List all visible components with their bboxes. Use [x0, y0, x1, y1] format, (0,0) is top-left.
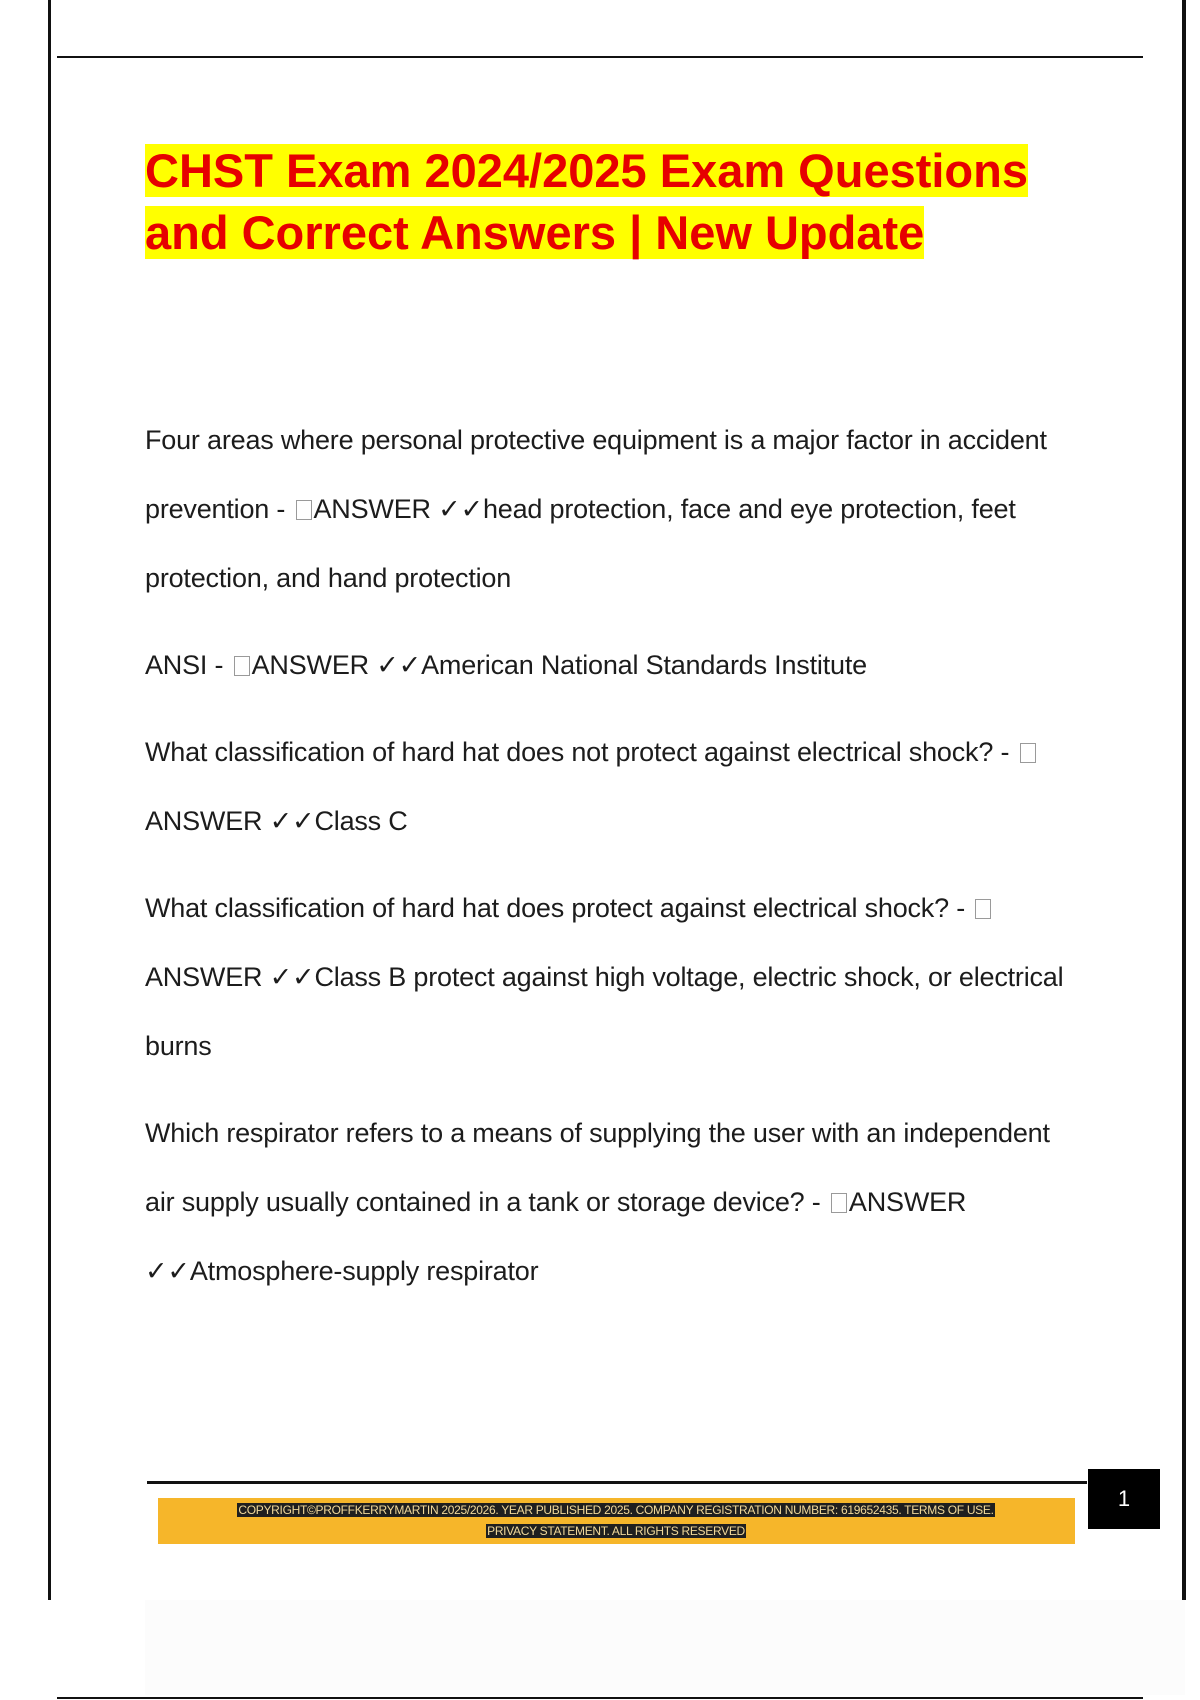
qa-item — [145, 406, 1080, 613]
answer-label: ANSWER ✓✓ — [145, 806, 315, 836]
question-text: Which respirator refers to a means of supplying the user with an independent air supply usually contained in a tank or storage device? - — [145, 1118, 1050, 1217]
answer-label: ANSWER ✓✓ — [313, 494, 483, 524]
next-page-shadow — [145, 1600, 1185, 1695]
missing-glyph-icon — [831, 1193, 847, 1213]
page-border-left — [48, 0, 51, 1600]
page-border-right — [1182, 0, 1186, 1600]
answer-label: ANSWER ✓✓ — [251, 650, 422, 680]
answer-text: American National Standards Institute — [421, 650, 867, 680]
question-text: What classification of hard hat does not protect against electrical shock? - — [145, 737, 1010, 767]
next-page-rule — [57, 1697, 1143, 1699]
qa-item — [145, 1099, 1080, 1306]
qa-item — [145, 631, 1080, 700]
qa-item — [145, 718, 1080, 856]
document-title: CHST Exam 2024/2025 Exam Questions and Correct Answers | New Update — [145, 144, 1028, 259]
qa-item — [145, 874, 1080, 1081]
answer-label: ANSWER ✓✓ — [145, 962, 315, 992]
question-text: Four areas where personal protective equipment is a major factor in accident prevention - — [145, 425, 1047, 524]
copyright-notice — [168, 1500, 1064, 1542]
answer-text: head protection, face and eye protection, feet protection, and hand protection — [145, 494, 1016, 593]
missing-glyph-icon — [1020, 743, 1036, 763]
answer-text: Class B protect against high voltage, electric shock, or electrical burns — [145, 962, 1064, 1061]
page-number: 1 — [1088, 1469, 1160, 1529]
header-rule — [57, 56, 1143, 58]
answer-text: Atmosphere-supply respirator — [189, 1256, 539, 1286]
footer-rule — [147, 1481, 1087, 1484]
qa-list — [145, 406, 1080, 1324]
question-text: What classification of hard hat does protect against electrical shock? - — [145, 893, 966, 923]
question-text: ANSI - — [145, 650, 224, 680]
answer-text: Class C — [314, 806, 408, 836]
copyright-line-1: COPYRIGHT©PROFFKERRYMARTIN 2025/2026. YEAR PUBLISHED 2025. COMPANY REGISTRATION NUMBER: 619652435. TERMS OF USE. — [238, 1503, 994, 1517]
missing-glyph-icon — [296, 500, 312, 520]
missing-glyph-icon — [234, 656, 250, 676]
answer-label: ANSWER ✓✓ — [145, 1187, 967, 1286]
missing-glyph-icon — [975, 899, 991, 919]
copyright-line-2: PRIVACY STATEMENT. ALL RIGHTS RESERVED — [487, 1524, 745, 1538]
